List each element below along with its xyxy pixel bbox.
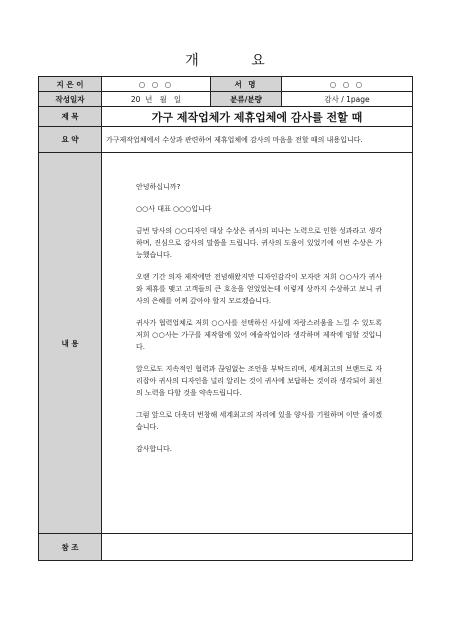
date-value: 20 년 월 일 — [102, 92, 211, 107]
content-paragraph: 오랜 기간 의자 제작에만 전념해왔지만 디자인감각이 모자란 저희 ○○사가 귀사와 제휴를 맺고 고객들의 큰 호응을 얻었었는데 이렇게 상까지 수상하고 보니 귀사의 은혜를 어찌 갚아야 할지 모르겠습니다. — [136, 273, 382, 305]
summary-value: 가구제작업체에서 수상과 관련하여 제휴업체에 감사의 마음을 전할 때의 내용입니다. — [102, 127, 413, 153]
signature-value: ○ ○ ○ — [282, 77, 413, 92]
subject-label: 제 목 — [39, 107, 102, 127]
content-paragraph: 금번 당사의 ○○디자인 대상 수상은 귀사의 피나는 노력으로 인한 성과라고 생각하며, 진심으로 감사의 말씀을 드립니다. 귀사의 도움이 있었기에 이번 수상은 가능했습니다. — [136, 227, 382, 259]
category-value: 감사 / 1page — [282, 92, 413, 107]
overview-table — [38, 76, 413, 561]
subject-value: 가구 제작업체가 제휴업체에 감사를 전할 때 — [102, 107, 413, 127]
content-paragraph: 감사합니다. — [136, 445, 173, 453]
signature-label: 서 명 — [211, 77, 282, 92]
reference-label: 참 조 — [39, 534, 102, 561]
reference-value — [102, 534, 413, 561]
content-paragraph: ○○사 대표 ○○○입니다 — [136, 205, 212, 213]
author-label: 지 은 이 — [39, 77, 102, 92]
content-paragraph: 안녕하십니까? — [136, 183, 181, 191]
page-title: 개 요 — [185, 53, 289, 69]
content-paragraph: 그럼 앞으로 더욱더 번창해 세계최고의 자리에 있을 양사를 기원하며 이만 줄이겠습니다. — [136, 411, 382, 431]
author-value: ○ ○ ○ — [102, 77, 211, 92]
summary-label: 요 약 — [39, 127, 102, 153]
category-label: 분류/분량 — [211, 92, 282, 107]
content-paragraph: 귀사가 협력업체로 저희 ○○사를 선택하신 사실에 자랑스러움을 느낄 수 있도록 저희 ○○사는 가구를 제작함에 있어 예술작업이라 생각하며 제작에 임할 것입니다. — [136, 319, 382, 351]
date-label: 작성일자 — [39, 92, 102, 107]
content-body — [102, 153, 413, 534]
content-label: 내 용 — [39, 153, 102, 534]
content-paragraph: 앞으로도 지속적인 협력과 끊임없는 조언을 부탁드리며, 세계최고의 브랜드로 자리잡아 귀사의 디자인을 널리 알리는 것이 귀사에 보답하는 것이라 생각되어 최선의 노력을 다할 것을 약속드립니다. — [136, 365, 382, 397]
